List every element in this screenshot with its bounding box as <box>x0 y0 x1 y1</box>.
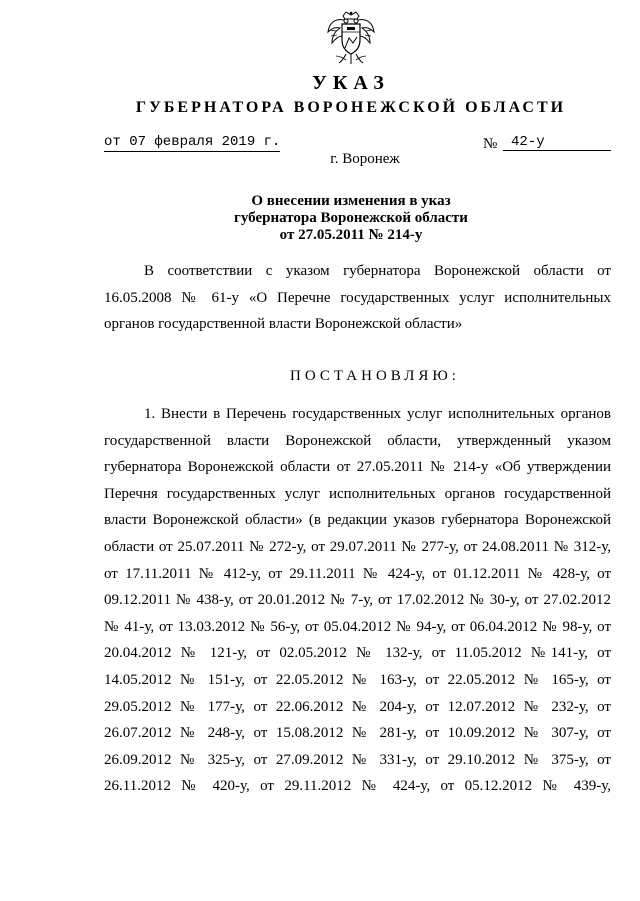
body-line: власти Воронежской области» (в редакции указов губернатора Воронежской <box>104 512 611 529</box>
body-line: Перечня государственных услуг исполнительных органов государственной <box>104 485 611 502</box>
document-date: от 07 февраля 2019 г. <box>104 134 281 150</box>
number-label: № <box>483 136 498 152</box>
body-paragraph <box>104 401 611 800</box>
date-line <box>104 134 280 152</box>
document-subtitle: ГУБЕРНАТОРА ВОРОНЕЖСКОЙ ОБЛАСТИ <box>135 99 567 116</box>
body-line: государственной власти Воронежской области, утвержденный указом <box>104 432 611 449</box>
body-line: 1. Внести в Перечень государственных услуг исполнительных органов <box>144 406 611 422</box>
heading-line: от 27.05.2011 № 214-у <box>279 227 423 243</box>
body-line: № 41-у, от 13.03.2012 № 56-у, от 05.04.2012 № 94-у, от 06.04.2012 № 98-у, от <box>104 618 611 635</box>
decree-word: ПОСТАНОВЛЯЮ: <box>290 368 460 384</box>
intro-line: органов государственной власти Воронежской области» <box>104 316 463 333</box>
body-line: области от 25.07.2011 № 272-у, от 29.07.2011 № 277-у, от 24.08.2011 № 312-у, <box>104 538 611 555</box>
body-line: 26.09.2012 № 325-у, от 27.09.2012 № 331-у, от 29.10.2012 № 375-у, от <box>104 751 611 768</box>
body-line: 26.11.2012 № 420-у, от 29.11.2012 № 424-у, от 05.12.2012 № 439-у, <box>104 778 611 795</box>
intro-line: В соответствии с указом губернатора Воронежской области от <box>144 263 611 279</box>
body-line: 09.12.2011 № 438-у, от 20.01.2012 № 7-у, от 17.02.2012 № 30-у, от 27.02.2012 <box>104 592 611 609</box>
body-line: от 17.11.2011 № 412-у, от 29.11.2011 № 424-у, от 01.12.2011 № 428-у, от <box>104 565 611 582</box>
heading-line: губернатора Воронежской области <box>234 210 468 226</box>
body-line: губернатора Воронежской области от 27.05.2011 № 214-у «Об утверждении <box>104 459 611 476</box>
intro-paragraph <box>104 258 611 338</box>
voronezh-coat-of-arms-icon <box>326 10 376 66</box>
body-line: 14.05.2012 № 151-у, от 22.05.2012 № 163-у, от 22.05.2012 № 165-у, от <box>104 671 611 688</box>
document-heading <box>0 193 640 244</box>
document-city: г. Воронеж <box>330 151 400 167</box>
body-line: 26.07.2012 № 248-у, от 15.08.2012 № 281-у, от 10.09.2012 № 307-у, от <box>104 725 611 742</box>
body-line: 29.05.2012 № 177-у, от 22.06.2012 № 204-у, от 12.07.2012 № 232-у, от <box>104 698 611 715</box>
intro-line: 16.05.2008 № 61-у «О Перечне государственных услуг исполнительных <box>104 289 611 306</box>
body-line: 20.04.2012 № 121-у, от 02.05.2012 № 132-у, от 11.05.2012 №141-у, от <box>104 645 611 662</box>
document-title: УКАЗ <box>312 72 390 94</box>
heading-line: О внесении изменения в указ <box>251 193 451 209</box>
document-number: 42-у <box>503 134 611 151</box>
